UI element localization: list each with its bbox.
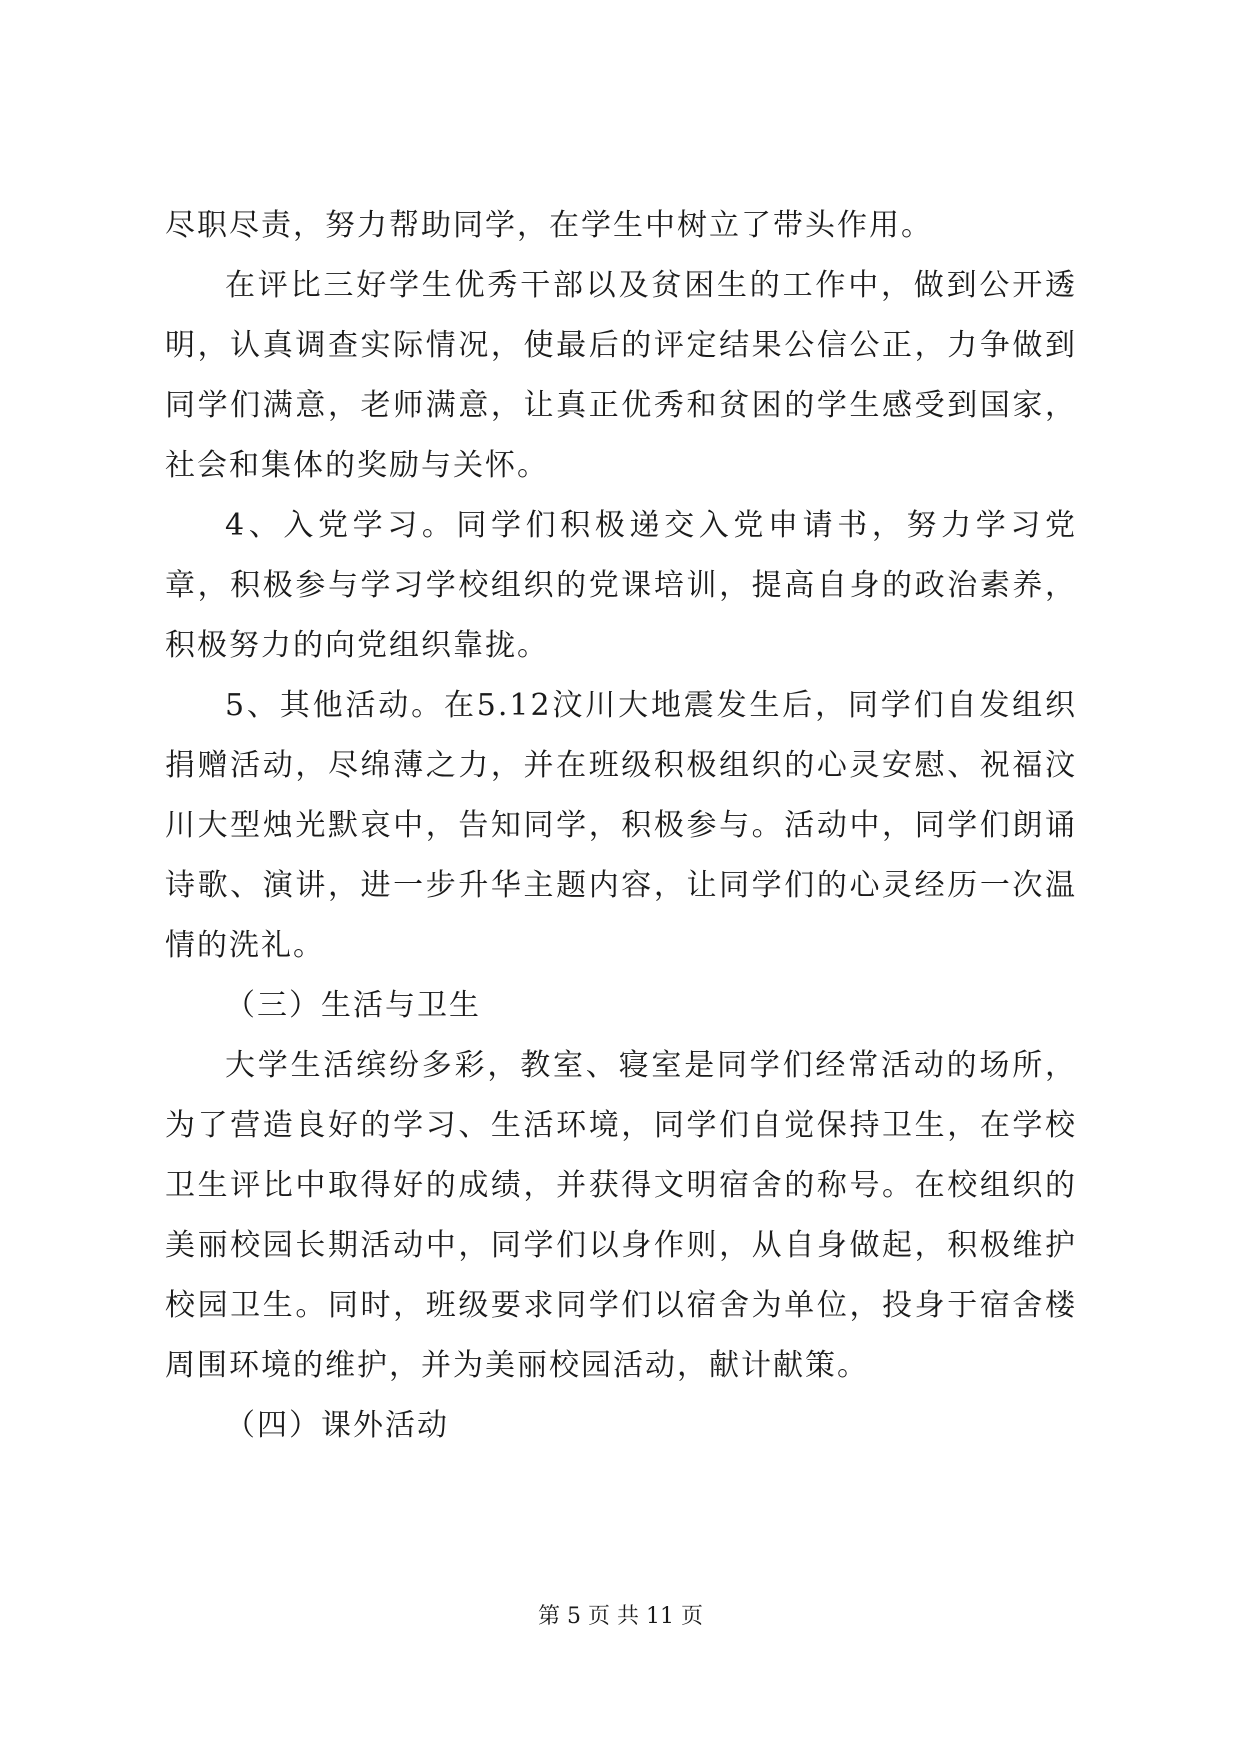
section-heading-extracurricular: （四）课外活动	[225, 1408, 449, 1443]
paragraph-continuation: 尽职尽责，努力帮助同学，在学生中树立了带头作用。	[165, 208, 933, 243]
document-body	[165, 196, 1077, 1456]
paragraph-evaluation: 在评比三好学生优秀干部以及贫困生的工作中，做到公开透明，认真调查实际情况，使最后的评定结果公信公正，力争做到同学们满意，老师满意，让真正优秀和贫困的学生感受到国家，社会和集体的奖励与关怀。	[165, 268, 1077, 483]
page-number-footer: 第 5 页 共 11 页	[538, 1604, 703, 1629]
paragraph-other-activities: 5、其他活动。在5.12汶川大地震发生后，同学们自发组织捐赠活动，尽绵薄之力，并在班级积极组织的心灵安慰、祝福汶川大型烛光默哀中，告知同学，积极参与。活动中，同学们朗诵诗歌、演讲，进一步升华主题内容，让同学们的心灵经历一次温情的洗礼。	[165, 688, 1077, 963]
section-heading-life-hygiene: （三）生活与卫生	[225, 988, 481, 1023]
paragraph-party-study: 4、入党学习。同学们积极递交入党申请书，努力学习党章，积极参与学习学校组织的党课培训，提高自身的政治素养，积极努力的向党组织靠拢。	[165, 508, 1077, 663]
paragraph-life-hygiene: 大学生活缤纷多彩，教室、寝室是同学们经常活动的场所，为了营造良好的学习、生活环境，同学们自觉保持卫生，在学校卫生评比中取得好的成绩，并获得文明宿舍的称号。在校组织的美丽校园长期活动中，同学们以身作则，从自身做起，积极维护校园卫生。同时，班级要求同学们以宿舍为单位，投身于宿舍楼周围环境的维护，并为美丽校园活动，献计献策。	[165, 1048, 1077, 1383]
